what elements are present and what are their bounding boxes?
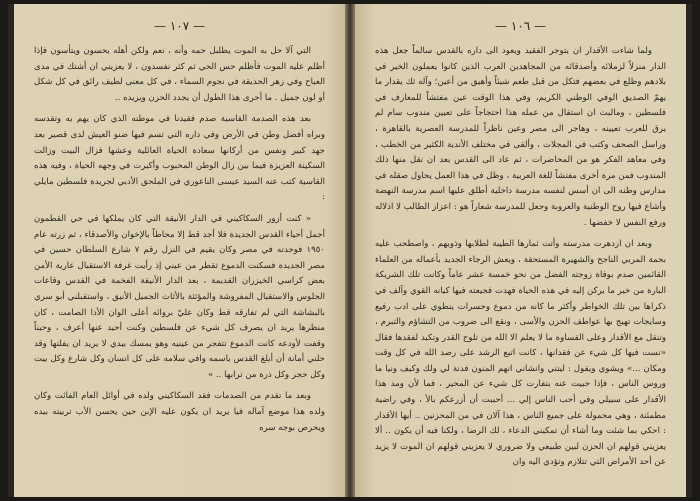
book-spread bbox=[8, 4, 692, 497]
paragraph: ولما شاءت الأقدار ان يتوجر الفقيد ويعود الى داره بالقدس سالماً جعل هذه الدار منزلاً لزملائه وأصدقائه من المجاهدين العرب الذين كانوا يعملون الخير في بلادهم وظلع في بعضهم فتكل من قبل طعم شيئاً وأهيق من أعين؛ وآله ثك يقدار ما يهمّ الصديق الوفي الوطني الكريم، وفي هذا الوقت عين مفتشاً للمعارف في فلسطين ، ومالبث ان استقال من عمله هذا احتجاجاً على تعيين مندوب سام لم يرق للعرب تعيينه ، وهاجر الى مصر وعين ناظراً للمدرسة العصرية بالقاهرة ، وراسل الصحف وكتب في المجلات ، وألقى في مختلف الأندية الكثير من الخطب ، وفي معاهد الفكر هو من المحاضرات ، ثم عاد الى القدس بعد ان نقل منها ذلك المندوب فمن مرة أخرى مفتشاً للغة العربية ، وظل في هذا العمل يحاول صقله في مدارس وطنه الى ان أسس لنفسه مدرسة داخلية أطلق عليها اسم مدرسة النهضة وأشاع فيها روح الوطنية والعروبة وجعل للمدرسة شعاراً هو : اعزاز الطالب لا اذلاله ورفع النفس لا خفضها . bbox=[375, 46, 666, 228]
left-page bbox=[14, 4, 345, 497]
paragraph: وبعد ان ازدهرت مدرسته وأتت ثمارها الطيبة لطلابها وذويهم ، واصطحب عليه بحمة المربي الناجح والشهيرة المستحقة ، ويعش الرجاء الجديد بأعماله من العلماء القائمين صدم بوفاة زوجته الفضل من نحو خمسة عشر عاماً وكانت تلك الشريكة البارة من خير ما يركن إليه في هذه الحياة فهدت فجيعته فيها كيانه القوي وآلف في ذكراها بين تلك الخواطر وأكثر ما كانه من دموع وحسرات ينطوي على ادب رفيع وسايجات تهيج بها عواطف الحزن والأسى ، ونقع الى ضروب من التشاؤم والتبرم ، وتنقل مع الأقدار وعلى القساوة ما لا يعلم الا الله من تلوح القدر وتكبد لفقدها فقال «نست فيها كل شيء عن فقدانها ، كانت اتبع الرشد على رصد الله في كل وقت ومكان ...» ويشوي ويقول : ليتني وانشاني انهم المنون فدنة لي ولك وكيف ونيا ما وروس الناس ، فإذا حبيت عنه بتفارت كل شيء عن المحير ، فما لأن ومد هذا الأقدار على سبيلي وفي أحب الناس إلي ... أحببت أن أزرعكم بالأ ، وفي راضية مطمئنة ، وهي محمولة على جميع الناس ، هذا آلان في من المحزنين .. أيها الأقدار : احكي بما شئت وما أشاء أن تمكيني الدعاء ، لك الرضا ، ولكنا فيه أن يكون .. ألا يعزيني قولهم ان الحزن لبين طبيعي ولا ضروري لا يعزيني قولهم ان الموت لا يزيد عن أحد الأمراض التي تتلازم وتؤدي اليه وان bbox=[375, 239, 666, 468]
page-number-left: — ١٠٧ — bbox=[154, 19, 205, 33]
paragraph: التي آلا حل به الموت يطلبل حمه وأنه ، نعم ولكن أهله يحسون ويتأسون فإذا أظلم عليه الموت فأظلم حس الحي ثم كثر نفسدون ، لا يعزيني ان أشتك في مدى العباح وفي زهر الحديقة في نجوم السماء ، في كل معنى لطيف رائق في كل شكل أو لون جميل . ما أحرى هذا الطول أن يجدد الحزن ويزيده .. bbox=[34, 46, 325, 103]
paragraph: بعد هذه الصدمة القاسية صدم فقيدنا في موطنه الذي كان يهم به وتقدسه وبراه أفضل وطن في الأرض وفي داره التي تسم فيها ضنو العيش لدى قصير بعد جهد كبير ونفس من أركانها سعادة الحياة العائلية وعشها فزال البيت وزالت السكينة العزيزة فيما بين زال الوطن المحبوب وأكبرت في وجهه الحياة ، وفيه هذه القاسية كتب عنه السيد عيسى الناعوري في الملحق الأدبي لجريدة فلسطين مايلي : bbox=[34, 114, 325, 203]
paragraph: وبعد ما تقدم من الصدمات فقد السكاكيني ولده في أوائل العام الفائت وكان ولده هذا موضع آماله فيا يريد ان يكون عليه الإبن حين يحسن الأب تربيته بيده ويحرص بوجه سره bbox=[34, 391, 325, 433]
quotation-paragraph: « كنت أزور السكاكيني في الدار الأنيقة التي كان يملكها في حي القطمون أجمل أحياء القدس الجديدة فلا أجد قط إلا محاطاً بالإخوان والأصدقاء ، ثم زرته عام ١٩٥٠ فوجدته في مصر وكان يقيم في النزل رقم ٧ شارع السلطان حسين في مصر الجديدة فسكنت الدموع تقطر من عيني إذ رأيت غرفة الاستقبال عارية الأمن بعض كراسي الخيزران القديمة ، بعد الدار الأنيقة الفخمة في القدس وقاعات الجلوس والاستقبال المفروشة والمؤثثة بالأثاث الجميل الأنيق ، واستقبلني أبو سري بالبشاشة التي لم تفارقه قط وكان عليّ بروائه أعلى الوان الأدا الصامت ، كان منظرها يريد ان يصرف كل شيء عن فلسطين وكنت أحيد عنها أعرف ، وحيناً وقفت لأودعه كانت الدموع تتفجر من عينيه وهو يمسك بيدي لا يريد ان يفلتها وقد حلني أمانة أن أبلغ القدس باسمه وافي سلامه على كل انسان وكل شارع وكل بيت وكل حجر وكل ذرة من ترابها .. » bbox=[34, 213, 325, 380]
book-gutter bbox=[345, 4, 355, 497]
right-page bbox=[355, 4, 686, 497]
page-number-right: — ١٠٦ — bbox=[495, 19, 546, 33]
